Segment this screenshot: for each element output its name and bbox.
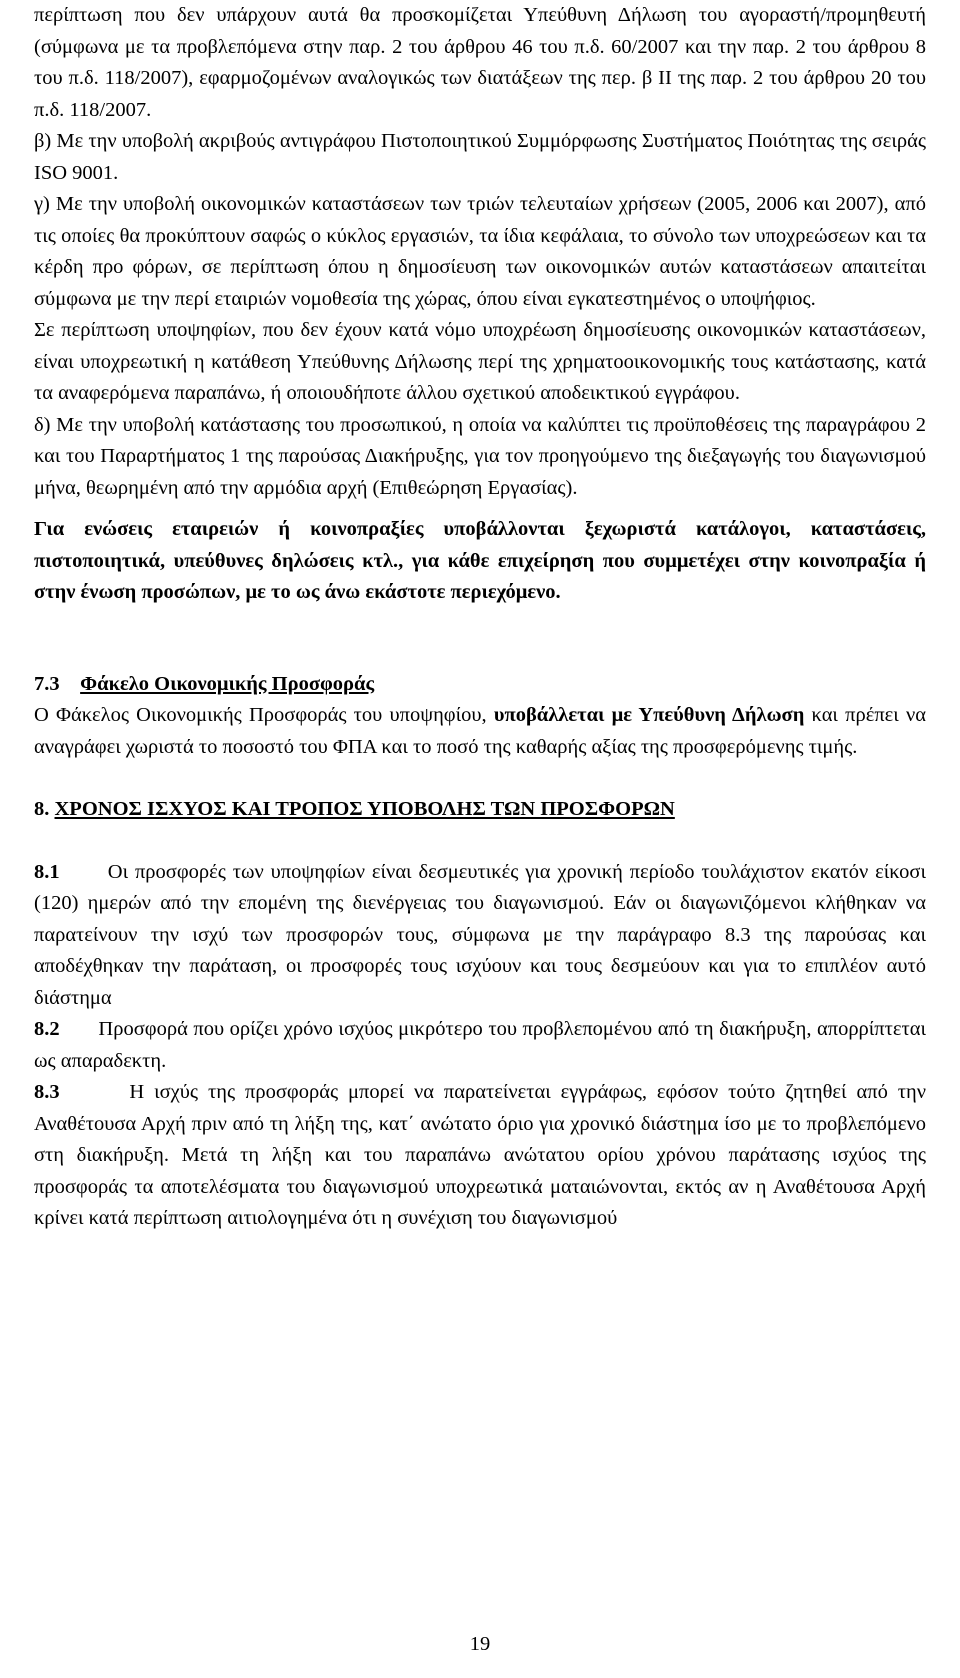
spacer — [34, 504, 926, 514]
section-8-2-number: 8.2 — [34, 1018, 60, 1040]
section-7-3-paragraph — [34, 700, 926, 763]
item-c-paragraph: γ) Με την υποβολή οικονομικών καταστάσεων των τριών τελευταίων χρήσεων (2005, 2006 και 2007), από τις οποίες θα προκύπτουν σαφώς ο κύκλος εργασιών, τα ίδια κεφάλαια, το σύνολο των υποχρεώσεων και τα κέρδη προ φόρων, σε περίπτωση όπου η δημοσίευση των οικονομικών αυτών καταστάσεων απαιτείται σύμφωνα με την περί εταιριών νομοθεσία της χώρας, όπου είναι εγκατεστημένος ο υποψήφιος. — [34, 193, 926, 310]
document-page — [34, 0, 926, 1235]
section-7-3-title: Φάκελο Οικονομικής Προσφοράς — [80, 672, 375, 695]
section-8-1-paragraph — [34, 857, 926, 1015]
page-number: 19 — [469, 1633, 491, 1655]
section-7-3-text-2: και πρέπει να αναγράφει χωριστά το ποσοστό του ΦΠΑ και το ποσό της καθαρής αξίας της προσφερόμενης τιμής. — [34, 704, 926, 758]
section-8-2-text: Προσφορά που ορίζει χρόνο ισχύος μικρότερο του προβλεπομένου από τη διακήρυξη, απορρίπτεται ως απαραδεκτη. — [34, 1018, 926, 1072]
item-d-paragraph: δ) Με την υποβολή κατάστασης του προσωπικού, η οποία να καλύπτει τις προϋποθέσεις της παραγράφου 2 και του Παραρτήματος 1 της παρούσας Διακήρυξης, για τον προηγούμενο της διεξαγωγής του διαγωνισμού μήνα, θεωρημένη από την αρμόδια αρχή (Επιθεώρηση Εργασίας). — [34, 413, 926, 499]
section-8-3-number: 8.3 — [34, 1081, 60, 1103]
section-7-3-heading — [34, 669, 926, 701]
section-8-number: 8. — [34, 798, 50, 820]
spacer — [34, 826, 926, 857]
spacer — [34, 763, 926, 794]
section-7-3-number: 7.3 — [34, 672, 60, 695]
section-8-1-number: 8.1 — [34, 860, 60, 883]
section-8-1-text: Οι προσφορές των υποψηφίων είναι δεσμευτικές για χρονική περίοδο τουλάχιστον εκατόν είκοσι (120) ημερών από την επομένη της διενέργειας του διαγωνισμού. Εάν οι διαγωνιζόμενοι κλήθηκαν να παρατείνουν την ισχύ των προσφορών τους, σύμφωνα με την παράγραφο 8.3 της παρούσας και αποδέχθηκαν την παράταση, οι προσφορές τους ισχύουν και τους δεσμεύουν και για το επιπλέον αυτό διάστημα — [34, 860, 926, 1009]
spacer — [34, 609, 926, 669]
section-8-2-paragraph — [34, 1014, 926, 1077]
continuation-paragraph: περίπτωση που δεν υπάρχουν αυτά θα προσκομίζεται Υπεύθυνη Δήλωση του αγοραστή/προμηθευτή (σύμφωνα με τα προβλεπόμενα στην παρ. 2 του άρθρου 46 του π.δ. 60/2007 και την παρ. 2 του άρθρου 8 του π.δ. 118/2007), εφαρμοζομένων αναλογικώς των διατάξεων της περ. β ΙΙ της παρ. 2 του άρθρου 20 του π.δ. 118/2007. — [34, 4, 926, 121]
section-7-3-text-1: Ο Φάκελος Οικονομικής Προσφοράς του υποψηφίου, — [34, 704, 494, 726]
section-8-heading — [34, 794, 926, 826]
section-8-title: ΧΡΟΝΟΣ ΙΣΧΥΟΣ ΚΑΙ ΤΡΟΠΟΣ ΥΠΟΒΟΛΗΣ ΤΩΝ ΠΡΟΣΦΟΡΩΝ — [54, 798, 675, 820]
item-c-note-paragraph: Σε περίπτωση υποψηφίων, που δεν έχουν κατά νόμο υποχρέωση δημοσίευσης οικονομικών καταστάσεων, είναι υποχρεωτική η κατάθεση Υπεύθυνης Δήλωσης περί της χρηματοοικονομικής τους κατάστασης, κατά τα αναφερόμενα παραπάνω, ή οποιουδήποτε άλλου σχετικού αποδεικτικού εγγράφου. — [34, 319, 926, 404]
section-8-3-paragraph — [34, 1077, 926, 1235]
joint-ventures-note: Για ενώσεις εταιρειών ή κοινοπραξίες υποβάλλονται ξεχωριστά κατάλογοι, καταστάσεις, πιστοποιητικά, υπεύθυνες δηλώσεις κτλ., για κάθε επιχείρηση που συμμετέχει στην κοινοπραξία ή στην ένωση προσώπων, με το ως άνω εκάστοτε περιεχόμενο. — [34, 518, 926, 603]
section-7-3-text-bold: υποβάλλεται με Υπεύθυνη Δήλωση — [493, 704, 805, 726]
item-b-paragraph: β) Με την υποβολή ακριβούς αντιγράφου Πιστοποιητικού Συμμόρφωσης Συστήματος Ποιότητας της σειράς ISO 9001. — [34, 130, 926, 184]
section-8-3-text: Η ισχύς της προσφοράς μπορεί να παρατείνεται εγγράφως, εφόσον τούτο ζητηθεί από την Αναθέτουσα Αρχή πριν από τη λήξη της, κατ΄ ανώτατο όριο για χρονικό διάστημα ίσο με το προβλεπόμενο στη διακήρυξη. Μετά τη λήξη και του παραπάνω ανώτατου ορίου χρόνου παράτασης ισχύος της προσφοράς τα αποτελέσματα του διαγωνισμού υποχρεωτικά ματαιώνονται, εκτός αν η Αναθέτουσα Αρχή κρίνει κατά περίπτωση αιτιολογημένα ότι η συνέχιση του διαγωνισμού — [34, 1081, 927, 1229]
